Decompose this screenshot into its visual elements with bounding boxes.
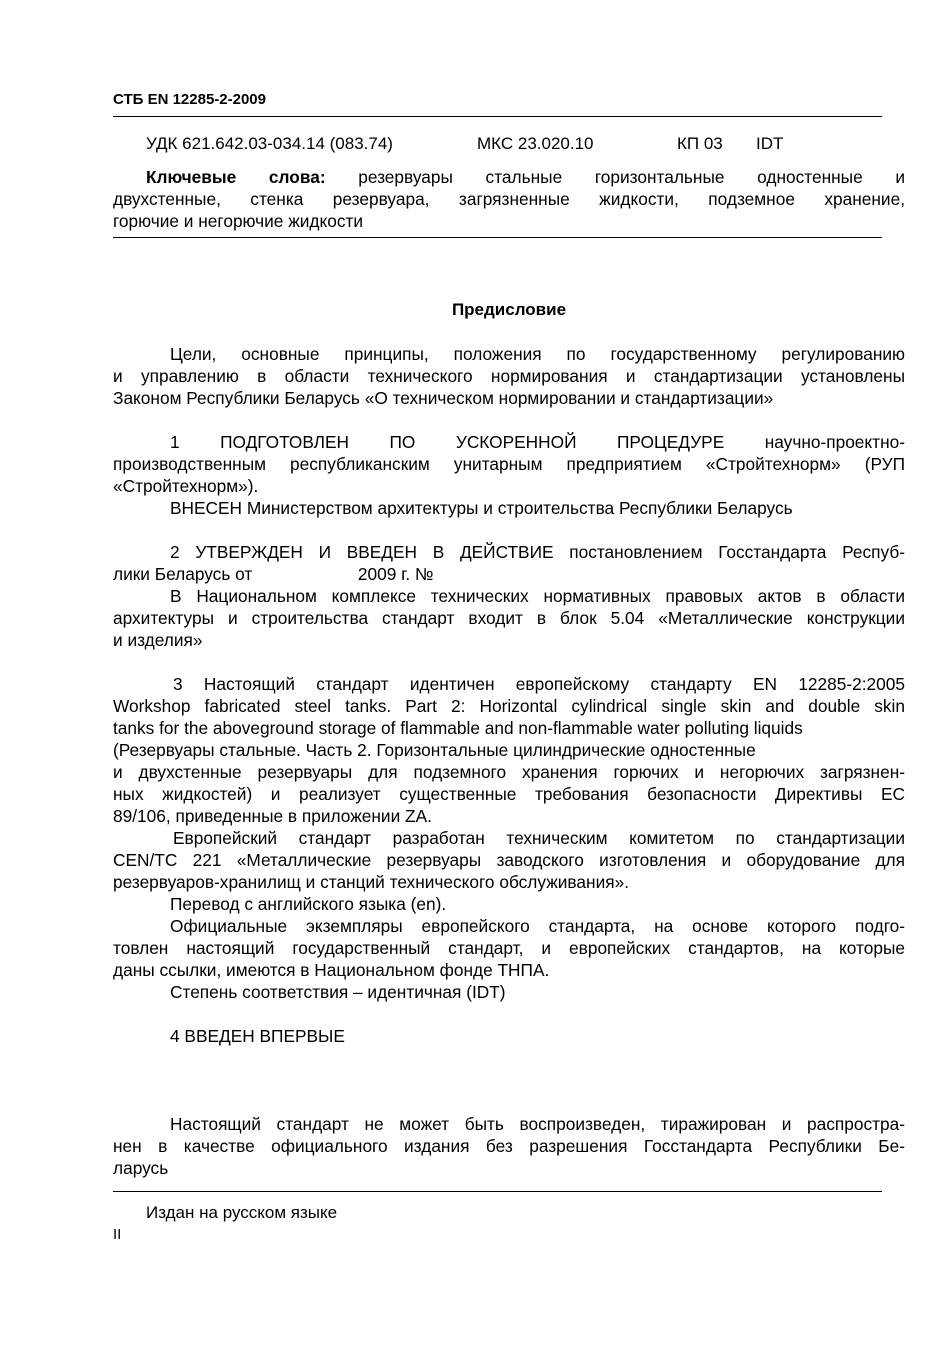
kp-code: КП 03	[677, 134, 723, 153]
degree-code: IDT	[756, 134, 784, 153]
item3-line: резервуаров-хранилищ и станций технического обслуживания».	[113, 872, 629, 892]
preface-title: Предисловие	[451, 300, 567, 319]
item1-line: производственным республиканским унитарным предприятием «Стройтехнорм» (РУП	[113, 454, 905, 474]
notice-line: ларусь	[113, 1158, 169, 1178]
page-number: II	[113, 1226, 122, 1243]
item3-line: (Резервуары стальные. Часть 2. Горизонтальные цилиндрические одностенные	[113, 740, 756, 760]
keywords-label: Ключевые слова:	[146, 167, 326, 187]
item1-line: ВНЕСЕН Министерством архитектуры и строительства Республики Беларусь	[170, 498, 793, 518]
intro-line: и управлению в области технического нормирования и стандартизации установлены	[113, 366, 905, 386]
item3-line: и двухстенные резервуары для подземного хранения горючих и негорючих загрязнен-	[113, 762, 905, 782]
item3-line: 89/106, приведенные в приложении ZA.	[113, 806, 432, 826]
item2-line: лики Беларусь от 2009 г. №	[113, 564, 434, 584]
item3-line: Европейский стандарт разработан техническим комитетом по стандартизации	[173, 828, 905, 848]
footer-rule	[113, 1191, 882, 1192]
item3-line: ных жидкостей) и реализует существенные требования безопасности Директивы ЕС	[113, 784, 905, 804]
item1-line: 1 ПОДГОТОВЛЕН ПО УСКОРЕННОЙ ПРОЦЕДУРЕ научно-проектно-	[170, 432, 905, 452]
preface-item-3	[113, 673, 905, 1003]
copyright-notice	[113, 1113, 905, 1179]
keywords-line: двухстенные, стенка резервуара, загрязненные жидкости, подземное хранение,	[113, 189, 905, 209]
item3-line: Официальные экземпляры европейского стандарта, на основе которого подго-	[170, 916, 905, 936]
preface-item-2	[113, 541, 905, 651]
keywords-rule	[113, 237, 882, 238]
item3-line: Workshop fabricated steel tanks. Part 2: Horizontal cylindrical single skin and double skin	[113, 696, 905, 716]
item3-line: даны ссылки, имеются в Национальном фонде ТНПА.	[113, 960, 550, 980]
intro-line: Законом Республики Беларусь «О техническом нормировании и стандартизации»	[113, 388, 774, 408]
notice-line: Настоящий стандарт не может быть воспроизведен, тиражирован и распростра-	[170, 1114, 905, 1134]
item1-line: «Стройтехнорм»).	[113, 476, 259, 496]
header-rule	[113, 116, 882, 117]
keywords-line: горючие и негорючие жидкости	[113, 211, 364, 231]
mks-code: МКС 23.020.10	[477, 134, 594, 153]
item2-line: 2 УТВЕРЖДЕН И ВВЕДЕН В ДЕЙСТВИЕ постановлением Госстандарта Респуб-	[170, 542, 905, 562]
keywords-line: резервуары стальные горизонтальные одностенные и	[325, 167, 906, 187]
item3-line: Степень соответствия – идентичная (IDT)	[170, 982, 506, 1002]
preface-intro	[113, 343, 905, 409]
item2-line: и изделия»	[113, 630, 203, 650]
intro-line: Цели, основные принципы, положения по государственному регулированию	[170, 344, 905, 364]
keywords-block	[113, 166, 905, 232]
udk-code: УДК 621.642.03-034.14 (083.74)	[146, 134, 393, 153]
item3-line: tanks for the aboveground storage of flammable and non-flammable water polluting liquids	[113, 718, 803, 738]
preface-item-1	[113, 431, 905, 519]
standard-code-header: СТБ EN 12285-2-2009	[113, 91, 266, 108]
item3-line: Перевод с английского языка (en).	[170, 894, 447, 914]
item2-line: архитектуры и строительства стандарт входит в блок 5.04 «Металлические конструкции	[113, 608, 905, 628]
item4-line: 4 ВВЕДЕН ВПЕРВЫЕ	[170, 1026, 345, 1046]
preface-item-4	[113, 1025, 905, 1047]
issued-language: Издан на русском языке	[146, 1203, 338, 1222]
item3-line: 3 Настоящий стандарт идентичен европейскому стандарту EN 12285-2:2005	[173, 674, 905, 694]
item3-line: товлен настоящий государственный стандарт, и европейских стандартов, на которые	[113, 938, 905, 958]
notice-line: нен в качестве официального издания без разрешения Госстандарта Республики Бе-	[113, 1136, 905, 1156]
item2-line: В Национальном комплексе технических нормативных правовых актов в области	[170, 586, 905, 606]
item3-line: CEN/TC 221 «Металлические резервуары заводского изготовления и оборудование для	[113, 850, 905, 870]
